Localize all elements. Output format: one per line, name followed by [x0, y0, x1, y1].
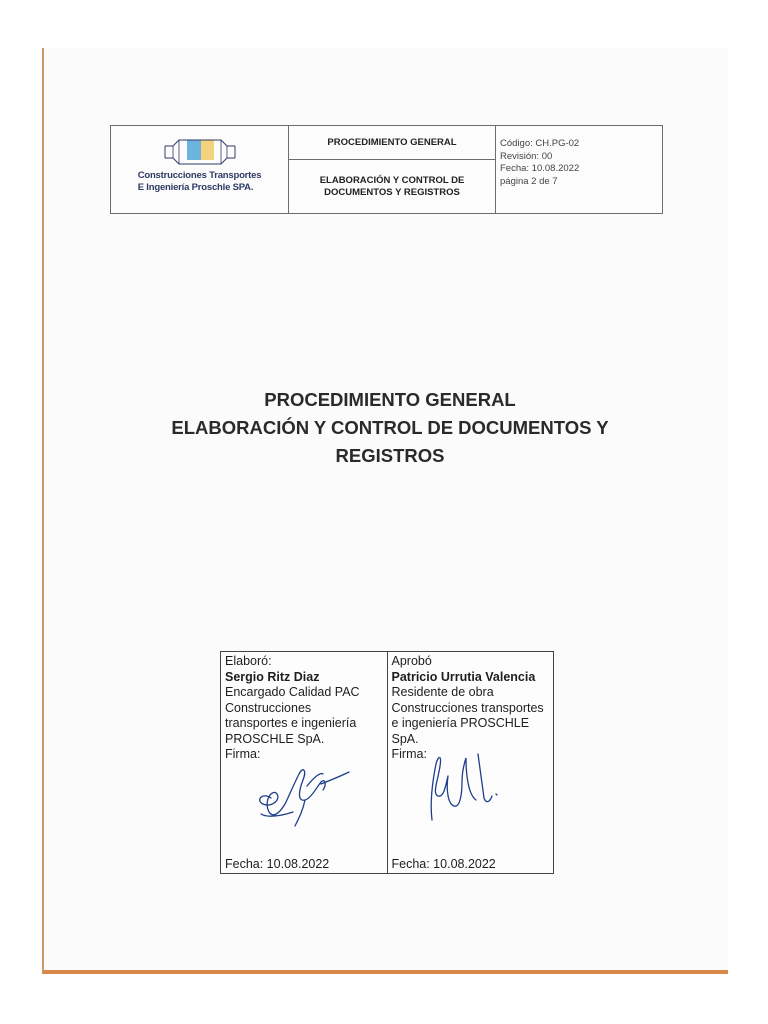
- aprobo-fecha: Fecha: 10.08.2022: [391, 856, 496, 871]
- doc-type: PROCEDIMIENTO GENERAL: [289, 126, 495, 160]
- doc-page-number: página 2 de 7: [500, 175, 558, 187]
- doc-code: Código: CH.PG-02: [500, 138, 580, 149]
- aprobo-firma-label: Firma:: [391, 747, 427, 761]
- signature-elaboro: [221, 652, 388, 873]
- title-line1: PROCEDIMIENTO GENERAL: [264, 389, 516, 410]
- document-header: [110, 125, 663, 214]
- company-logo: [111, 126, 289, 213]
- doc-revision: Revisión: 00: [500, 150, 553, 162]
- elaboro-firma-label: Firma:: [225, 747, 261, 761]
- logo-text-line1: Construcciones Transportes: [137, 170, 262, 181]
- doc-metadata: [496, 126, 662, 213]
- logo-graphic-icon: [161, 134, 239, 170]
- logo-text-line2: E Ingeniería Proschle SPA.: [137, 182, 254, 193]
- signature-elaboro-icon: [241, 756, 361, 836]
- aprobo-line3: e ingeniería PROSCHLE: [391, 716, 530, 730]
- signature-aprobo: [388, 652, 554, 873]
- aprobo-name: Patricio Urrutia Valencia: [391, 669, 536, 684]
- elaboro-name: Sergio Ritz Diaz: [225, 669, 320, 684]
- elaboro-fecha: Fecha: 10.08.2022: [225, 856, 330, 871]
- aprobo-line1: Residente de obra: [391, 685, 494, 699]
- doc-title-line1: ELABORACIÓN Y CONTROL DE: [319, 174, 465, 186]
- signature-aprobo-icon: [418, 744, 538, 828]
- elaboro-label: Elaboró:: [225, 654, 272, 668]
- doc-date: Fecha: 10.08.2022: [500, 163, 580, 174]
- aprobo-line2: Construcciones transportes: [391, 700, 544, 715]
- elaboro-line3: transportes e ingeniería: [225, 716, 357, 730]
- title-line2: ELABORACIÓN Y CONTROL DE DOCUMENTOS Y: [171, 417, 609, 438]
- doc-title: [289, 160, 495, 213]
- aprobo-line4: SpA.: [391, 731, 419, 746]
- elaboro-line4: PROSCHLE SpA.: [225, 731, 325, 746]
- elaboro-line1: Encargado Calidad PAC: [225, 685, 360, 699]
- elaboro-line2: Construcciones: [225, 700, 312, 715]
- aprobo-label: Aprobó: [391, 654, 432, 668]
- signature-table: [220, 651, 554, 874]
- page-title: [140, 386, 640, 470]
- title-line3: REGISTROS: [335, 445, 445, 466]
- doc-title-line2: DOCUMENTOS Y REGISTROS: [324, 186, 460, 198]
